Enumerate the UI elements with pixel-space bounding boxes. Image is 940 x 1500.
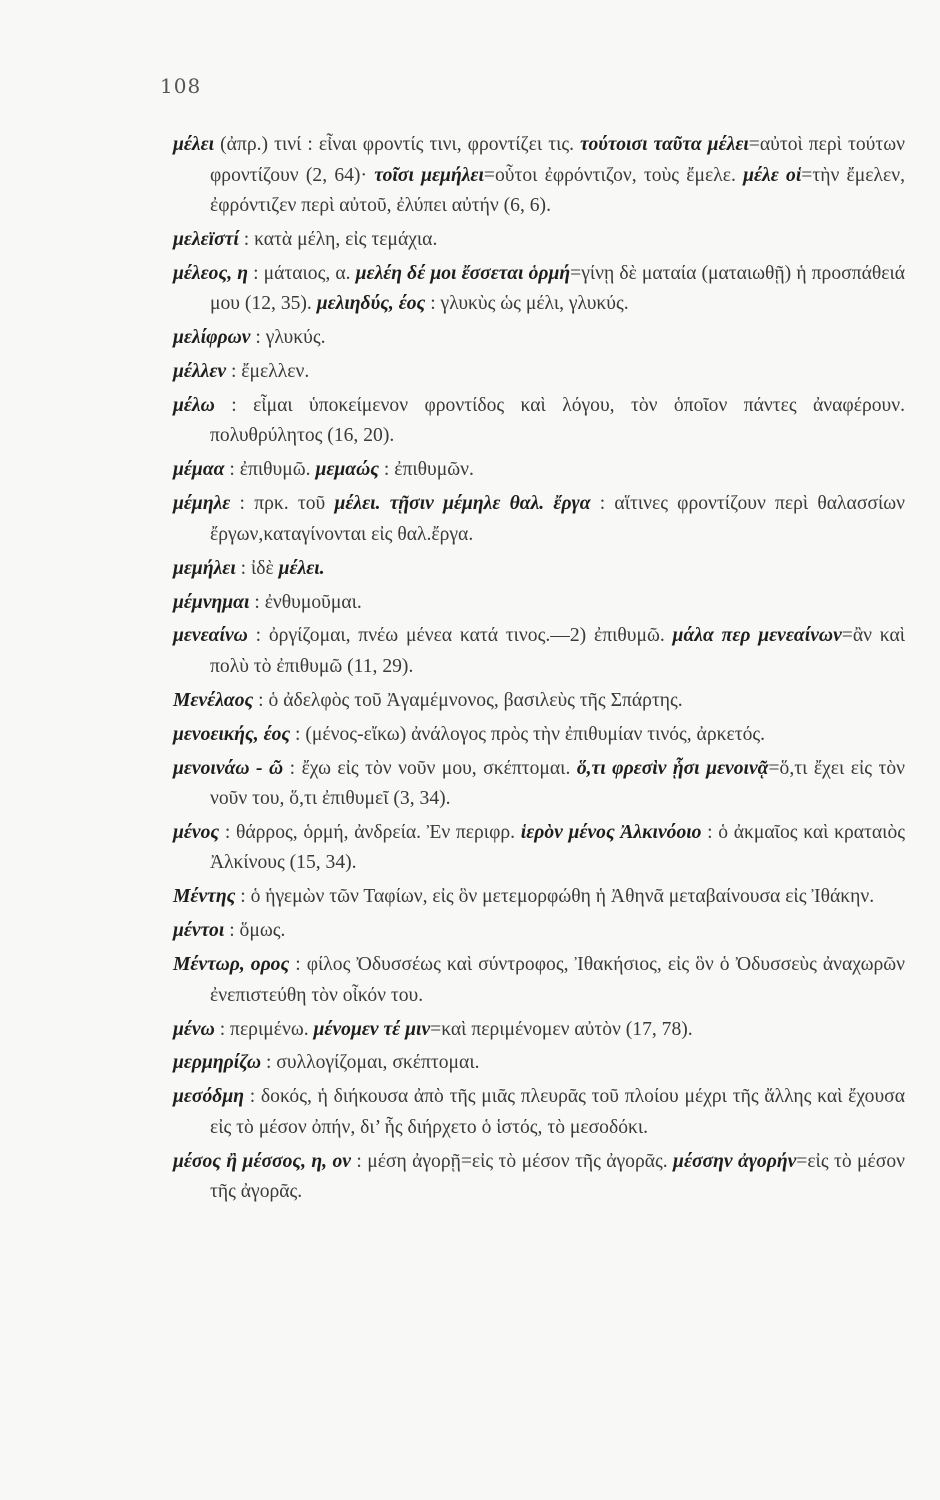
definition-text: : ἔχω εἰς τὸν νοῦν μου, σκέπτομαι. bbox=[283, 757, 577, 779]
headword: Μέντης bbox=[173, 886, 236, 908]
definition-text: : ὁ ἀδελφὸς τοῦ Ἀγαμέμνονος, βασιλεὺς τῆς Σπάρτης. bbox=[253, 689, 683, 711]
definition-text: : γλυκὺς ὡς μέλι, γλυκύς. bbox=[425, 293, 629, 315]
definition-text: : φίλος Ὀδυσσέως καὶ σύντροφος, Ἰθακήσιος, εἰς ὃν ὁ Ὀδυσσεὺς ἀναχωρῶν ἐνεπιστεύθη τὸν οἶκόν του. bbox=[210, 954, 905, 1006]
headword: μάλα περ μενεαίνων bbox=[672, 625, 842, 647]
headword: μέμαα bbox=[173, 459, 225, 481]
headword: μεμαώς bbox=[315, 459, 380, 481]
dictionary-entry bbox=[173, 621, 905, 682]
dictionary-entry bbox=[173, 130, 905, 222]
headword: μενοινάω - ῶ bbox=[173, 757, 284, 779]
dictionary-entry bbox=[173, 818, 905, 879]
headword: μέμνημαι bbox=[173, 591, 250, 613]
definition-text: : ὀργίζομαι, πνέω μένεα κατά τινος.—2) ἐπιθυμῶ. bbox=[247, 625, 673, 647]
headword: Μέντωρ, ορος bbox=[173, 954, 290, 976]
definition-text: : ἰδὲ bbox=[235, 557, 279, 579]
dictionary-entry bbox=[173, 916, 905, 947]
headword: μελιηδύς, έος bbox=[316, 293, 426, 315]
definition-text: : ἐνθυμοῦμαι. bbox=[249, 591, 362, 613]
headword: μενεαίνω bbox=[173, 625, 248, 647]
definition-text: : ὁ ἡγεμὼν τῶν Ταφίων, εἰς ὃν μετεμορφώθη ἡ Ἀθηνᾶ μεταβαίνουσα εἰς Ἰθάκην. bbox=[235, 886, 875, 908]
headword: ἱερὸν μένος Ἀλκινόοιο bbox=[520, 821, 702, 843]
headword: τούτοισι ταῦτα μέλει bbox=[580, 134, 749, 155]
dictionary-entry bbox=[173, 357, 905, 388]
headword: μένος bbox=[173, 821, 220, 843]
definition-text: : αἵτινες φροντίζουν περὶ θαλασσίων ἔργων,καταγίνονται εἰς θαλ.ἔργα. bbox=[210, 493, 905, 545]
headword: μέλει. τῇσιν μέμηλε θαλ. ἔργα bbox=[334, 493, 591, 515]
headword: τοῖσι μεμήλει bbox=[374, 164, 484, 186]
headword: μερμηρίζω bbox=[173, 1052, 262, 1074]
definition-text: : πρκ. τοῦ bbox=[230, 493, 335, 515]
headword: μεσόδμη bbox=[173, 1086, 244, 1108]
dictionary-entry bbox=[173, 1082, 905, 1143]
headword: μελίφρων bbox=[173, 327, 251, 349]
definition-text: : δοκός, ἡ διήκουσα ἀπὸ τῆς μιᾶς πλευρᾶς τοῦ πλοίου μέχρι τῆς ἄλλης καὶ ἔχουσα εἰς τὸ μέσον ὀπήν, δι’ ἧς διήρχετο ὁ ἱστός, τὸ μεσοδόκι. bbox=[210, 1086, 905, 1138]
dictionary-entry bbox=[173, 1048, 905, 1079]
dictionary-entry bbox=[173, 950, 905, 1011]
dictionary-entry bbox=[173, 391, 905, 452]
headword: μέλω bbox=[173, 394, 215, 416]
definition-text: : μέση ἀγορῇ=εἰς τὸ μέσον τῆς ἀγορᾶς. bbox=[350, 1150, 674, 1172]
definition-text: =ὅ,τι ἔχει εἰς τὸν νοῦν του, ὅ,τι ἐπιθυμεῖ (3, 34). bbox=[210, 757, 905, 810]
definition-text: : θάρρος, ὁρμή, ἀνδρεία. Ἐν περιφρ. bbox=[219, 821, 521, 843]
definition-text: : ἔμελλεν. bbox=[226, 361, 310, 383]
definition-text: =τὴν ἔμελεν, ἐφρόντιζεν περὶ αὐτοῦ, ἐλύπει αὐτήν (6, 6). bbox=[210, 164, 905, 216]
headword: μέλει bbox=[173, 134, 215, 155]
definition-text: : ὁ ἀκμαῖος καὶ κραταιὸς Ἀλκίνους (15, 34). bbox=[210, 821, 905, 874]
dictionary-entry bbox=[173, 1147, 905, 1208]
definition-text: =οὗτοι ἐφρόντιζον, τοὺς ἔμελε. bbox=[483, 164, 744, 186]
headword: μέντοι bbox=[173, 920, 225, 942]
definition-text: : ἐπιθυμῶ. bbox=[224, 459, 316, 481]
definition-text: : περιμένω. bbox=[214, 1018, 314, 1040]
dictionary-entry bbox=[173, 554, 905, 585]
dictionary-entry bbox=[173, 489, 905, 550]
dictionary-entry bbox=[173, 1015, 905, 1046]
headword: Μενέλαος bbox=[173, 689, 254, 711]
definition-text: : (μένος-εἴκω) ἀνάλογος πρὸς τὴν ἐπιθυμίαν τινός, ἀρκετός. bbox=[290, 723, 766, 745]
definition-text: =ἂν καὶ πολὺ τὸ ἐπιθυμῶ (11, 29). bbox=[210, 625, 905, 677]
definition-text: =καὶ περιμένομεν αὐτὸν (17, 78). bbox=[430, 1018, 693, 1040]
dictionary-entry bbox=[173, 225, 905, 256]
headword: μέσος ἢ μέσσος, η, ον bbox=[173, 1150, 351, 1172]
headword: μέλει. bbox=[278, 557, 325, 579]
headword: μένομεν τέ μιν bbox=[313, 1018, 431, 1040]
headword: μέσσην ἀγορήν bbox=[673, 1150, 797, 1172]
definition-text: : εἶμαι ὑποκείμενον φροντίδος καὶ λόγου, τὸν ὁποῖον πάντες ἀναφέρουν. πολυθρύλητος (16, 20). bbox=[210, 394, 905, 447]
definition-text: =εἰς τὸ μέσον τῆς ἀγορᾶς. bbox=[210, 1150, 905, 1203]
dictionary-entry bbox=[173, 588, 905, 619]
dictionary-entry bbox=[173, 323, 905, 354]
headword: μέλλεν bbox=[173, 361, 227, 383]
page-number: 108 bbox=[160, 74, 202, 98]
dictionary-entry bbox=[173, 720, 905, 751]
definition-text: : μάταιος, α. bbox=[247, 262, 356, 284]
dictionary-entry bbox=[173, 686, 905, 717]
headword: μελεϊστί bbox=[173, 228, 239, 250]
dictionary-entries bbox=[173, 130, 905, 1211]
headword: μέλεος, η bbox=[173, 262, 248, 284]
dictionary-entry bbox=[173, 259, 905, 320]
definition-text: : συλλογίζομαι, σκέπτομαι. bbox=[261, 1052, 480, 1074]
definition-text: : κατὰ μέλη, εἰς τεμάχια. bbox=[238, 228, 438, 250]
dictionary-entry bbox=[173, 455, 905, 486]
dictionary-entry bbox=[173, 754, 905, 815]
headword: μέλε οἱ bbox=[743, 164, 802, 186]
definition-text: =γίνῃ δὲ ματαία (ματαιωθῇ) ἡ προσπάθειά μου (12, 35). bbox=[210, 262, 906, 315]
headword: ὅ,τι φρεσὶν ᾗσι μενοινᾷ bbox=[576, 757, 769, 779]
headword: μέμηλε bbox=[173, 493, 231, 515]
definition-text: : ὅμως. bbox=[224, 920, 286, 942]
headword: μεμήλει bbox=[173, 557, 236, 579]
headword: μένω bbox=[173, 1018, 215, 1040]
definition-text: =αὐτοὶ περὶ τούτων φροντίζουν (2, 64)· bbox=[210, 134, 905, 186]
definition-text: : γλυκύς. bbox=[250, 327, 326, 349]
definition-text: (ἀπρ.) τινί : εἶναι φροντίς τινι, φροντίζει τις. bbox=[214, 134, 581, 155]
headword: μενοεικής, έος bbox=[173, 723, 291, 745]
dictionary-entry bbox=[173, 882, 905, 913]
definition-text: : ἐπιθυμῶν. bbox=[379, 459, 474, 481]
headword: μελέη δέ μοι ἔσσεται ὁρμή bbox=[355, 262, 571, 284]
